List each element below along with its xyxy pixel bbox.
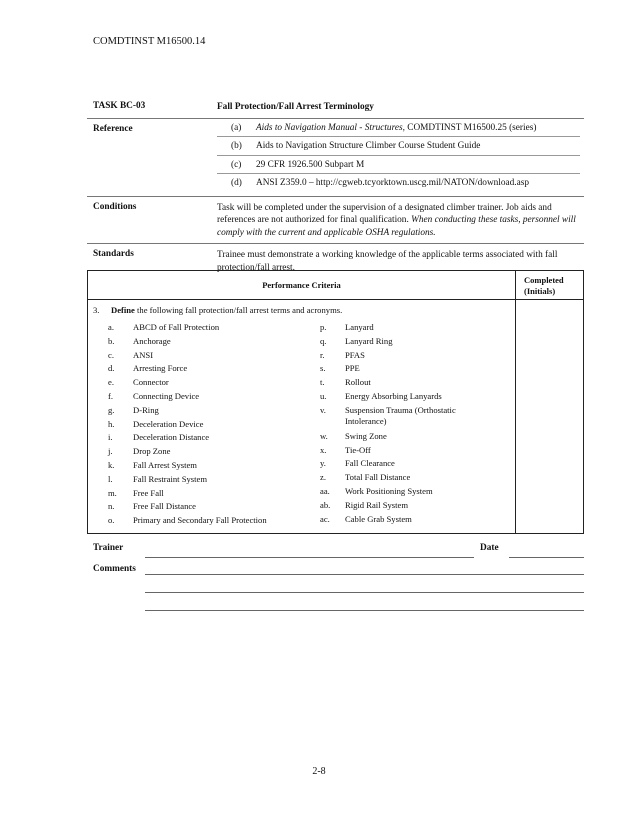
performance-criteria-table xyxy=(87,270,584,534)
term-letter: ac. xyxy=(320,513,330,524)
term-letter: c. xyxy=(108,349,114,360)
term-item xyxy=(320,405,490,431)
term-letter: j. xyxy=(108,446,113,457)
term-item xyxy=(108,363,267,377)
criteria-item xyxy=(93,305,342,315)
term-item xyxy=(320,350,490,364)
trainer-label: Trainer xyxy=(93,543,124,553)
term-letter: p. xyxy=(320,322,327,332)
term-item xyxy=(108,432,267,446)
term-letter: aa. xyxy=(320,485,330,496)
term-item xyxy=(108,501,267,515)
document-id: COMDTINST M16500.14 xyxy=(93,36,206,47)
reference-item xyxy=(217,155,580,174)
trainer-signature-line[interactable] xyxy=(145,557,474,558)
term-item xyxy=(320,322,490,336)
term-letter: s. xyxy=(320,363,326,374)
term-item xyxy=(320,500,490,514)
reference-text: 29 CFR 1926.500 Subpart M xyxy=(256,159,365,170)
term-text: Fall Restraint System xyxy=(133,473,207,484)
term-text: Primary and Secondary Fall Protection xyxy=(133,515,267,526)
reference-italic: Aids to Navigation Manual - Structures, xyxy=(256,122,405,133)
task-id: TASK BC-03 xyxy=(93,101,146,111)
term-item xyxy=(320,472,490,486)
reference-letter: (c) xyxy=(231,159,242,170)
term-text: Free Fall Distance xyxy=(133,501,197,512)
term-text: D-Ring xyxy=(133,404,159,415)
term-letter: r. xyxy=(320,349,325,360)
term-letter: a. xyxy=(108,322,114,332)
term-item xyxy=(108,405,267,419)
term-item xyxy=(108,377,267,391)
term-text: Lanyard Ring xyxy=(345,335,393,346)
term-item xyxy=(320,377,490,391)
reference-text: ANSI Z359.0 – http://cgweb.tcyorktown.uscg.mil/NATON/download.asp xyxy=(256,178,530,188)
comments-line[interactable] xyxy=(145,574,584,575)
term-letter: b. xyxy=(108,335,115,346)
task-title: Fall Protection/Fall Arrest Terminology xyxy=(217,102,374,112)
criteria-text: the following fall protection/fall arrest terms and acronyms. xyxy=(134,305,343,315)
term-item xyxy=(320,486,490,500)
term-letter: g. xyxy=(108,404,115,415)
term-text: Energy Absorbing Lanyards xyxy=(345,390,442,401)
term-letter: w. xyxy=(320,430,328,441)
term-item xyxy=(108,350,267,364)
term-item xyxy=(108,446,267,460)
reference-text-plain: COMDTINST M16500.25 (series) xyxy=(404,122,537,133)
criteria-number: 3. xyxy=(93,305,100,315)
term-letter: k. xyxy=(108,459,115,470)
date-line[interactable] xyxy=(509,557,584,558)
term-text: ABCD of Fall Protection xyxy=(133,322,220,332)
term-item xyxy=(320,363,490,377)
criteria-header: Performance Criteria xyxy=(262,280,341,290)
term-text: Connector xyxy=(133,377,169,388)
reference-text: Aids to Navigation Structure Climber Course Student Guide xyxy=(256,141,481,151)
term-letter: v. xyxy=(320,404,326,415)
term-text: Anchorage xyxy=(133,335,171,346)
conditions-text xyxy=(217,197,584,244)
terms-right-column xyxy=(320,322,490,527)
conditions-plain: Task will be completed under the supervision of a designated climber trainer. Job aids and references are not authorized for final qualification. xyxy=(217,202,552,225)
term-item xyxy=(108,488,267,502)
standards-text: Trainee must demonstrate a working knowledge of the applicable terms associated with fall protection/fall arrest. xyxy=(217,250,558,273)
term-letter: h. xyxy=(108,418,115,429)
completed-header-line2: (Initials) xyxy=(524,286,556,296)
reference-letter: (b) xyxy=(231,141,242,151)
term-text: ANSI xyxy=(133,349,154,360)
term-item xyxy=(320,445,490,459)
comments-label: Comments xyxy=(93,564,136,574)
term-letter: f. xyxy=(108,390,114,401)
completed-header-line1: Completed xyxy=(524,275,564,285)
term-text: Total Fall Distance xyxy=(345,472,411,483)
reference-item xyxy=(217,173,580,192)
term-text: Rollout xyxy=(345,377,371,388)
term-text: PFAS xyxy=(345,349,365,360)
term-item xyxy=(320,431,490,445)
term-text: Deceleration Device xyxy=(133,418,204,429)
term-letter: ab. xyxy=(320,499,331,510)
term-letter: m. xyxy=(108,487,117,498)
term-text: Drop Zone xyxy=(133,446,171,457)
term-item xyxy=(108,391,267,405)
term-letter: o. xyxy=(108,515,115,526)
reference-row xyxy=(87,119,584,197)
term-letter: y. xyxy=(320,458,326,469)
term-text: Connecting Device xyxy=(133,390,200,401)
conditions-label: Conditions xyxy=(93,201,137,212)
term-text: Free Fall xyxy=(133,487,164,498)
standards-label: Standards xyxy=(93,249,134,259)
term-item xyxy=(320,458,490,472)
term-item xyxy=(320,514,490,528)
term-text: Fall Arrest System xyxy=(133,459,197,470)
term-letter: u. xyxy=(320,390,327,401)
term-text: Arresting Force xyxy=(133,363,188,374)
term-text: PPE xyxy=(345,363,360,374)
conditions-row xyxy=(87,197,584,245)
term-text: Swing Zone xyxy=(345,430,387,441)
completed-initials-cell[interactable] xyxy=(515,300,583,533)
performance-body xyxy=(88,300,583,533)
completed-header xyxy=(515,271,583,299)
term-letter: t. xyxy=(320,377,325,388)
task-title-row xyxy=(87,96,584,119)
term-text: Lanyard xyxy=(345,322,374,332)
term-item xyxy=(320,391,490,405)
term-text: Fall Clearance xyxy=(345,458,395,469)
reference-letter: (d) xyxy=(231,178,242,188)
term-text: Cable Grab System xyxy=(345,513,412,524)
conditions-italic: When conducting these tasks, personnel will comply with the current and applicable OSHA regulations. xyxy=(217,215,576,238)
term-text: Deceleration Distance xyxy=(133,432,210,443)
comments-line[interactable] xyxy=(145,610,584,611)
criteria-cell xyxy=(88,300,515,533)
reference-text xyxy=(252,122,580,135)
date-label: Date xyxy=(480,543,499,553)
term-item xyxy=(108,460,267,474)
term-item xyxy=(320,336,490,350)
task-info-table xyxy=(87,96,584,278)
performance-header xyxy=(88,271,583,300)
reference-item xyxy=(217,136,580,155)
reference-list xyxy=(217,119,584,196)
term-item xyxy=(108,474,267,488)
term-letter: i. xyxy=(108,432,113,443)
term-text: Rigid Rail System xyxy=(345,499,409,510)
term-letter: e. xyxy=(108,377,114,388)
term-letter: l. xyxy=(108,473,113,484)
term-letter: z. xyxy=(320,472,326,483)
criteria-verb: Define xyxy=(111,305,135,315)
term-text: Work Positioning System xyxy=(345,485,433,496)
term-item xyxy=(108,336,267,350)
term-text: Suspension Trauma (Orthostatic Intolerance) xyxy=(345,404,456,426)
reference-label: Reference xyxy=(93,123,133,134)
page-number: 2-8 xyxy=(312,766,326,777)
term-letter: q. xyxy=(320,335,327,346)
term-letter: n. xyxy=(108,501,115,512)
comments-line[interactable] xyxy=(145,592,584,593)
reference-item xyxy=(217,122,580,137)
term-item xyxy=(108,322,267,336)
term-letter: d. xyxy=(108,363,115,374)
term-item xyxy=(108,419,267,433)
term-letter: x. xyxy=(320,444,327,455)
terms-left-column xyxy=(108,322,267,529)
reference-letter: (a) xyxy=(231,122,242,133)
term-item xyxy=(108,515,267,529)
term-text: Tie-Off xyxy=(345,444,371,455)
